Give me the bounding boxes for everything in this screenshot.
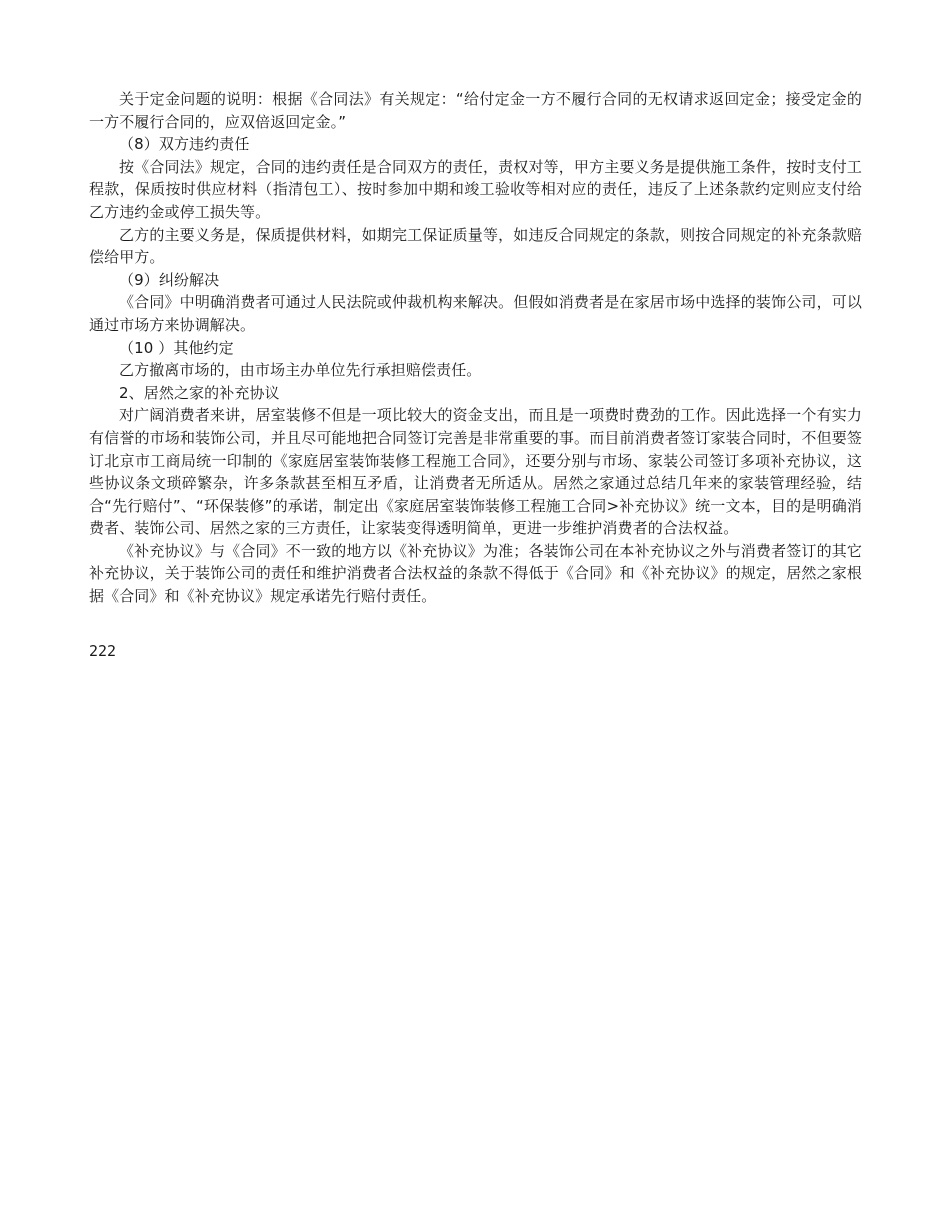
paragraph-party-a-duties: 按《合同法》规定，合同的违约责任是合同双方的责任，责权对等，甲方主要义务是提供施工条件，按时支付工程款，保质按时供应材料（指清包工）、按时参加中期和竣工验收等相对应的责任，违反了上述条款约定则应支付给乙方违约金或停工损失等。 bbox=[89, 157, 862, 221]
paragraph-other-terms: 乙方撤离市场的，由市场主办单位先行承担赔偿责任。 bbox=[119, 361, 482, 380]
document-body bbox=[89, 88, 862, 608]
page-number: 222 bbox=[89, 642, 117, 660]
heading-supplementary-agreement: 2、居然之家的补充协议 bbox=[119, 383, 280, 402]
paragraph-party-b-duties: 乙方的主要义务是，保质提供材料，如期完工保证质量等，如违反合同规定的条款，则按合同规定的补充条款赔偿给甲方。 bbox=[89, 225, 862, 267]
paragraph-deposit-note: 关于定金问题的说明：根据《合同法》有关规定：“给付定金一方不履行合同的无权请求返回定金；接受定金的一方不履行合同的，应双倍返回定金。” bbox=[89, 90, 862, 131]
paragraph-dispute-resolution: 《合同》中明确消费者可通过人民法院或仲裁机构来解决。但假如消费者是在家居市场中选择的装饰公司，可以通过市场方来协调解决。 bbox=[89, 293, 862, 334]
heading-dispute-resolution: （9）纠纷解决 bbox=[119, 270, 220, 289]
heading-other-terms: （10 ）其他约定 bbox=[119, 338, 234, 357]
paragraph-supplementary-precedence: 《补充协议》与《合同》不一致的地方以《补充协议》为准；各装饰公司在本补充协议之外与消费者签订的其它补充协议，关于装饰公司的责任和维护消费者合法权益的条款不得低于《合同》和《补充协议》的规定，居然之家根据《合同》和《补充协议》规定承诺先行赔付责任。 bbox=[89, 541, 862, 606]
paragraph-supplementary-background: 对广阔消费者来讲，居室装修不但是一项比较大的资金支出，而且是一项费时费劲的工作。因此选择一个有实力有信誉的市场和装饰公司，并且尽可能地把合同签订完善是非常重要的事。而目前消费者签订家装合同时，不但要签订北京市工商局统一印制的《家庭居室装饰装修工程施工合同》，还要分别与市场、家装公司签订多项补充协议，这些协议条文琐碎繁杂，许多条款甚至相互矛盾，让消费者无所适从。居然之家通过总结几年来的家装管理经验，结合“先行赔付”、“环保装修”的承诺，制定出《家庭居室装饰装修工程施工合同>补充协议》统一文本，目的是明确消费者、装饰公司、居然之家的三方责任，让家装变得透明简单，更进一步维护消费者的合法权益。 bbox=[89, 406, 862, 538]
heading-breach-liability: （8）双方违约责任 bbox=[119, 135, 250, 154]
